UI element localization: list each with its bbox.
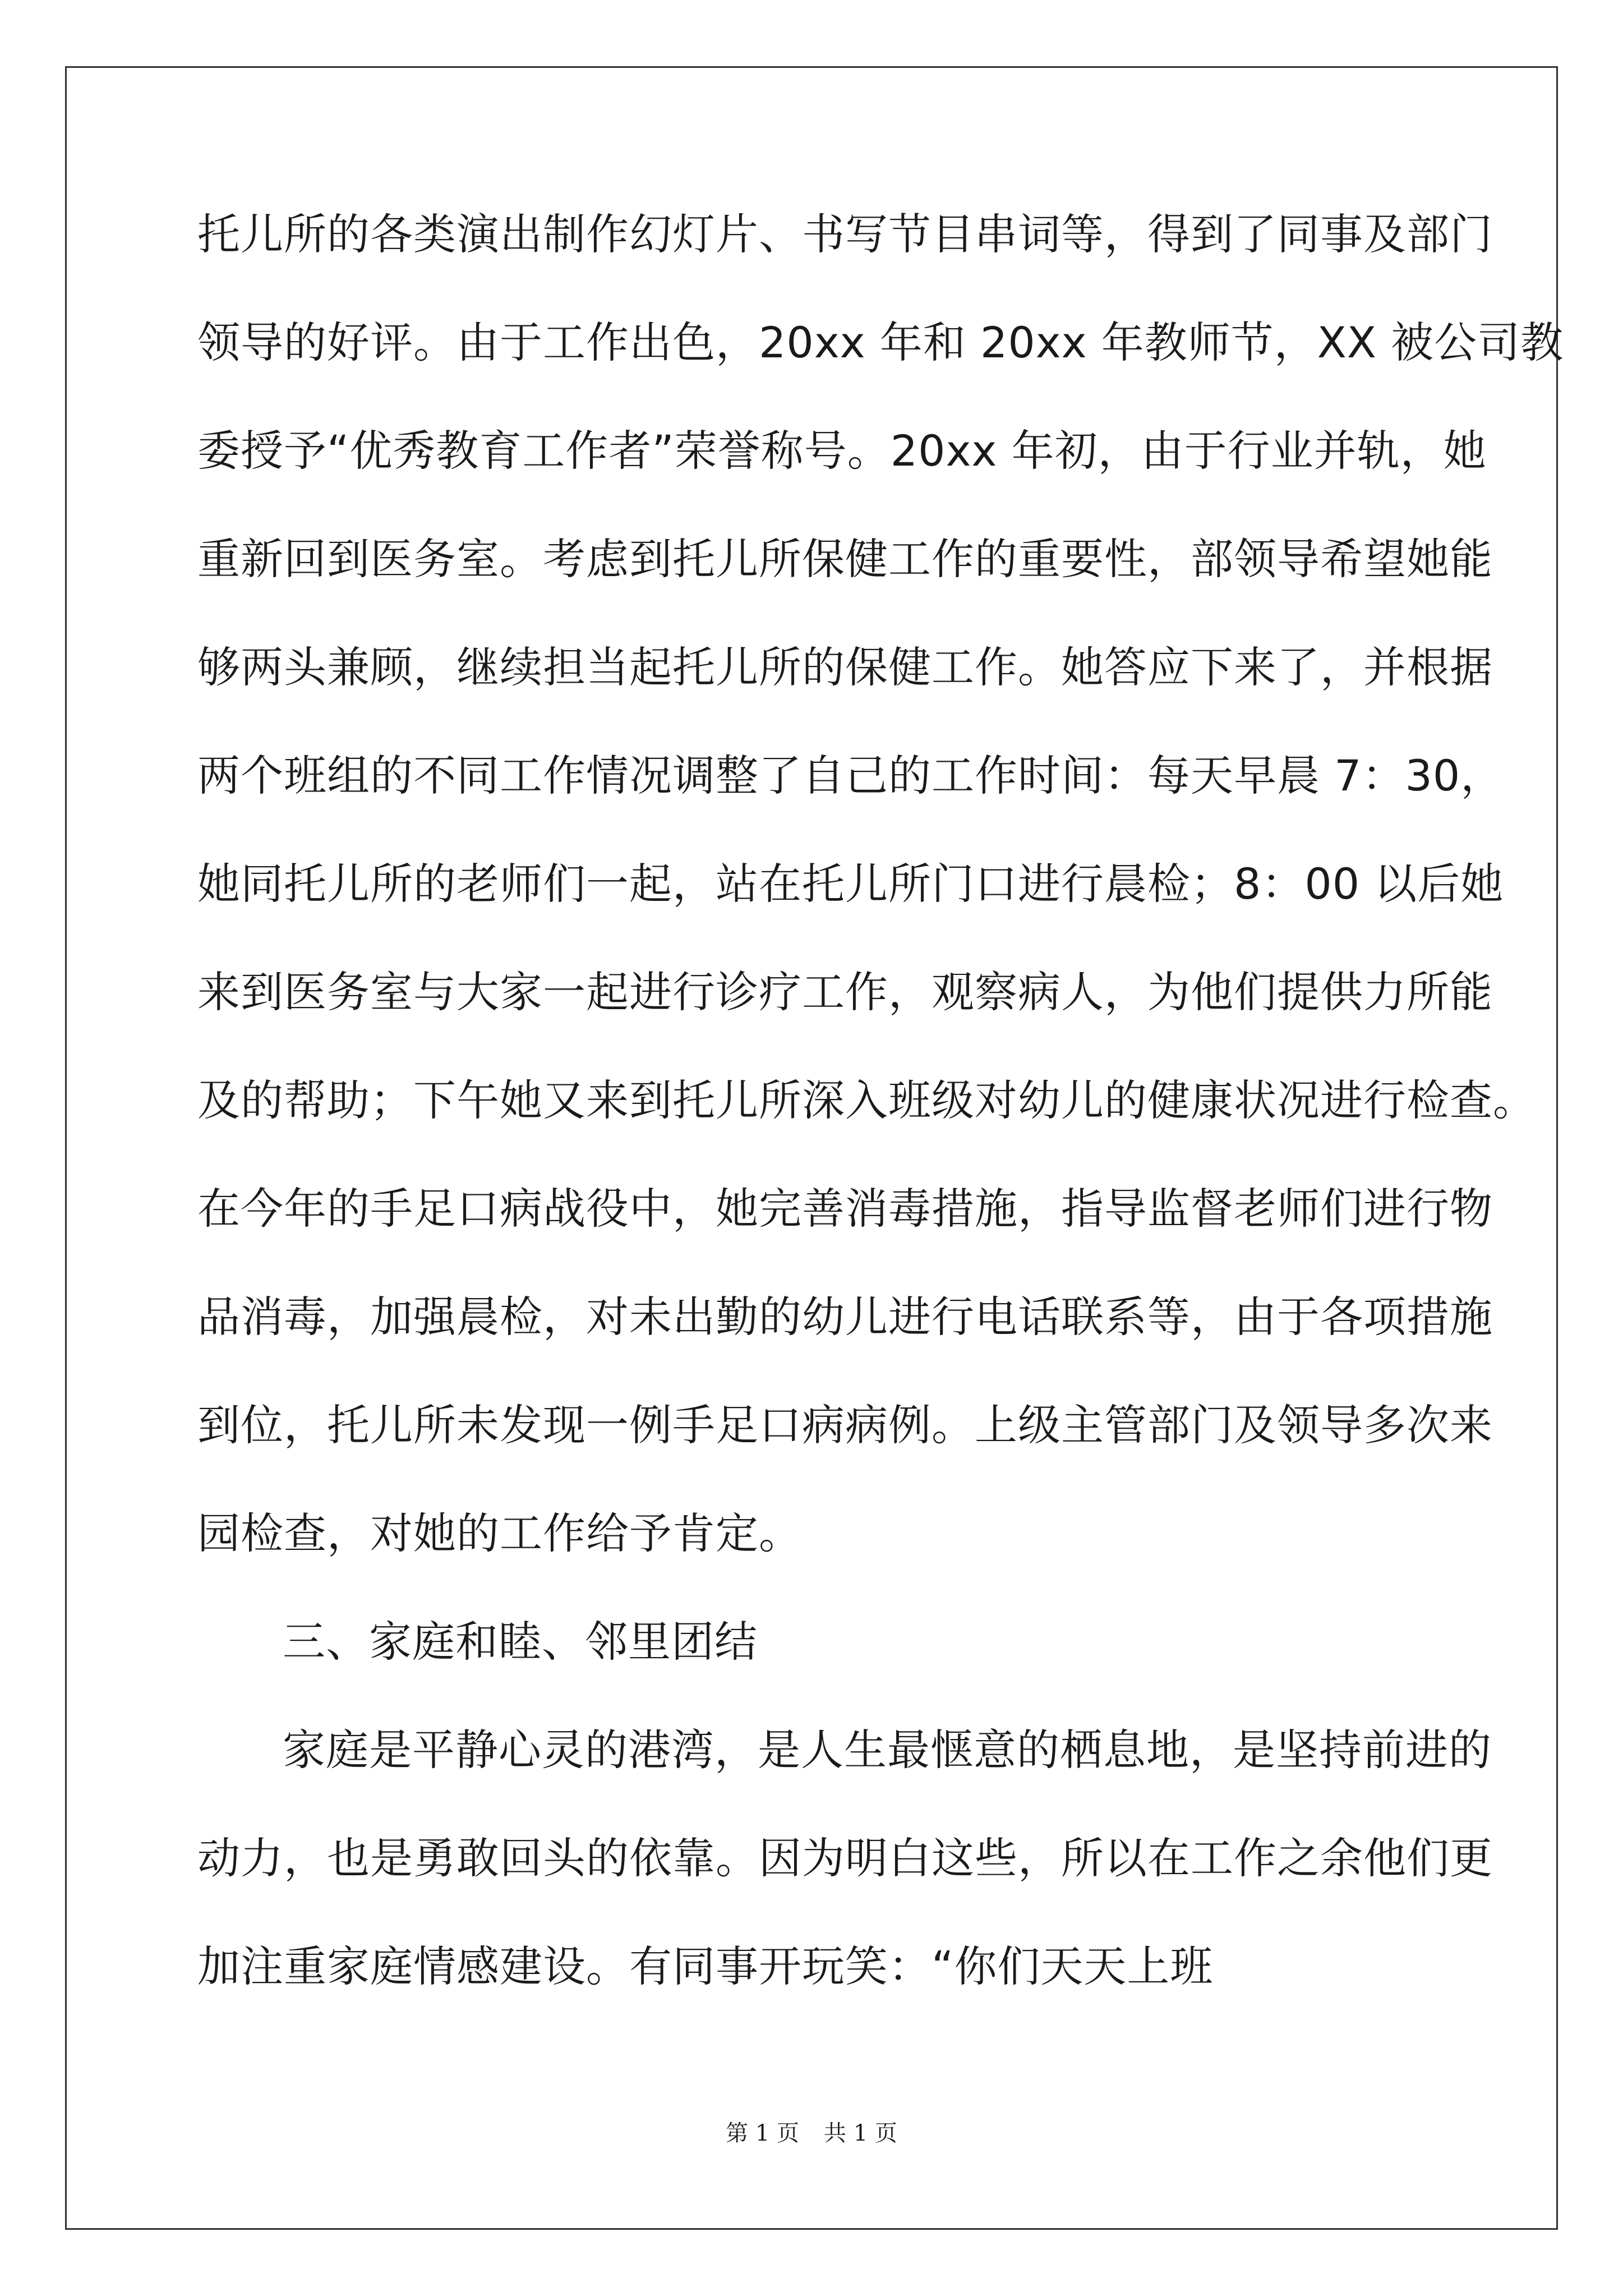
page-number: 第 1 页 [726,2120,799,2146]
text-line: 委授予“优秀教育工作者”荣誉称号。20xx 年初，由于行业并轨，她 [197,426,1487,476]
text-line: 领导的好评。由于工作出色，20xx 年和 20xx 年教师节，XX 被公司教 [197,318,1564,367]
text-line: 园检查，对她的工作给予肯定。 [197,1508,802,1558]
text-line: 她同托儿所的老师们一起，站在托儿所门口进行晨检；8：00 以后她 [197,859,1504,909]
text-line: 及的帮助；下午她又来到托儿所深入班级对幼儿的健康状况进行检查。 [197,1075,1536,1125]
text-line: 到位，托儿所未发现一例手足口病病例。上级主管部门及领导多次来 [197,1400,1493,1450]
text-line: 家庭是平静心灵的港湾，是人生最惬意的栖息地，是坚持前进的 [283,1725,1492,1775]
text-line: 加注重家庭情感建设。有同事开玩笑：“你们天天上班 [197,1941,1214,1991]
document-body [197,209,1564,2054]
page-footer [0,2120,1623,2147]
text-line: 品消毒，加强晨检，对未出勤的幼儿进行电话联系等，由于各项措施 [197,1292,1493,1342]
section-heading: 三、家庭和睦、邻里团结 [283,1617,758,1667]
page-total: 共 1 页 [824,2120,897,2146]
text-line: 在今年的手足口病战役中，她完善消毒措施，指导监督老师们进行物 [197,1184,1493,1234]
text-line: 动力，也是勇敢回头的依靠。因为明白这些，所以在工作之余他们更 [197,1833,1493,1883]
text-line: 够两头兼顾，继续担当起托儿所的保健工作。她答应下来了，并根据 [197,642,1493,692]
text-line: 托儿所的各类演出制作幻灯片、书写节目串词等，得到了同事及部门 [197,209,1493,259]
text-line: 来到医务室与大家一起进行诊疗工作，观察病人，为他们提供力所能 [197,967,1493,1017]
text-line: 重新回到医务室。考虑到托儿所保健工作的重要性，部领导希望她能 [197,534,1493,584]
text-line: 两个班组的不同工作情况调整了自己的工作时间：每天早晨 7：30， [197,751,1504,800]
